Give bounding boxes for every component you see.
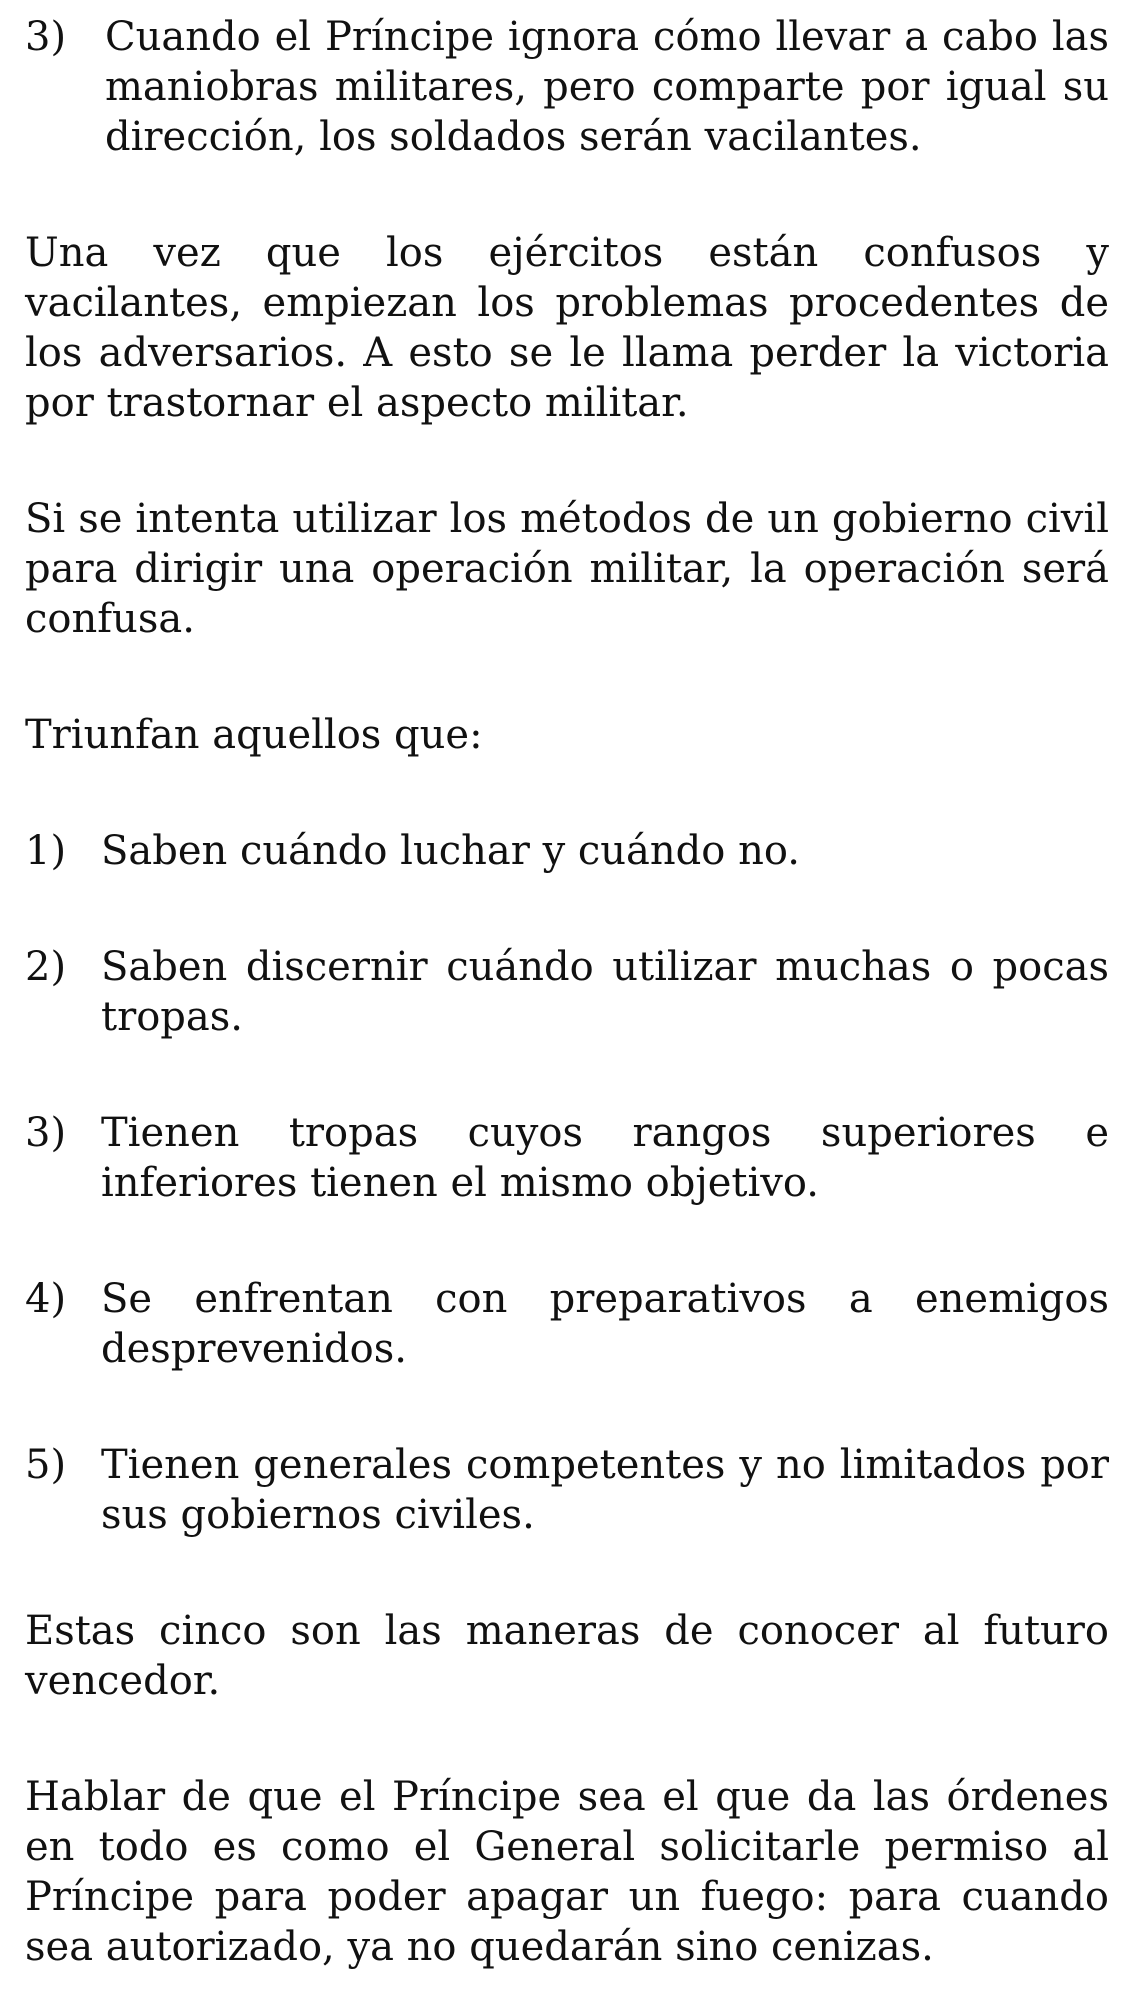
list-item <box>25 942 1109 1042</box>
list-item-text: Se enfrentan con preparativos a enemigos desprevenidos. <box>101 1276 1109 1372</box>
list-item <box>25 1274 1109 1374</box>
list-item-number: 5) <box>25 1442 67 1488</box>
paragraph-confusion: Una vez que los ejércitos están confusos y vacilantes, empiezan los problemas procedentes de los adversarios. A esto se le llama perder la victoria por trastornar el aspecto militar. <box>25 230 1109 426</box>
list-item <box>25 1108 1109 1208</box>
list-item-number: 3) <box>25 14 67 60</box>
list-item-number: 4) <box>25 1276 67 1322</box>
list-item-intro <box>25 12 1109 162</box>
list-item-text: Tienen tropas cuyos rangos superiores e inferiores tienen el mismo objetivo. <box>101 1110 1109 1206</box>
list-item-number: 2) <box>25 944 67 990</box>
paragraph-civil-methods: Si se intenta utilizar los métodos de un gobierno civil para dirigir una operación militar, la operación será confusa. <box>25 496 1109 642</box>
list-item-text: Cuando el Príncipe ignora cómo llevar a cabo las maniobras militares, pero comparte por igual su dirección, los soldados serán vacilantes. <box>105 14 1109 160</box>
paragraph-triumph-intro: Triunfan aquellos que: <box>25 712 483 758</box>
paragraph-five-ways: Estas cinco son las maneras de conocer al futuro vencedor. <box>25 1608 1109 1704</box>
list-item-text: Saben cuándo luchar y cuándo no. <box>101 828 800 874</box>
paragraph-ashes: Hablar de que el Príncipe sea el que da las órdenes en todo es como el General solicitarle permiso al Príncipe para poder apagar un fuego: para cuando sea autorizado, ya no quedarán sino cenizas. <box>25 1774 1109 1970</box>
list-item <box>25 826 1109 876</box>
list-item <box>25 1440 1109 1540</box>
list-item-text: Tienen generales competentes y no limitados por sus gobiernos civiles. <box>101 1442 1109 1538</box>
list-item-text: Saben discernir cuándo utilizar muchas o pocas tropas. <box>101 944 1109 1040</box>
list-item-number: 3) <box>25 1110 67 1156</box>
list-item-number: 1) <box>25 828 67 874</box>
